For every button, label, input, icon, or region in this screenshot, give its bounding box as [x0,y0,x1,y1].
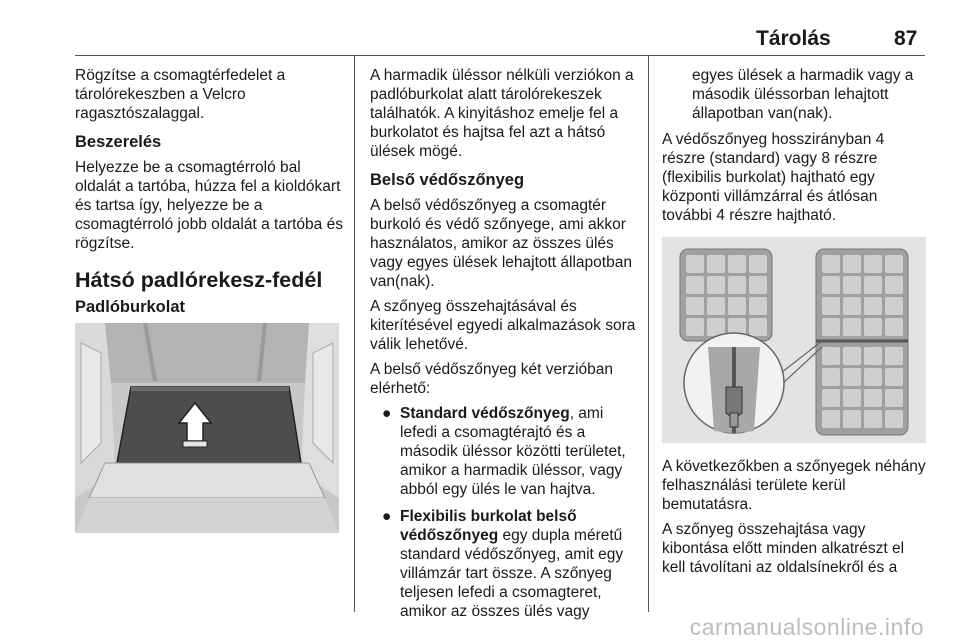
header-rule [75,55,925,56]
bullet-term: Flexibilis burkolat belső védőszőnyeg [400,508,577,544]
paragraph: A harmadik üléssor nélküli verziókon a padlóburkolat alatt tárolórekeszek találhatók. A kinyitáshoz emelje fel a burkolatot és hajtsa fel azt a hátsó ülések mögé. [370,67,634,160]
list-item [370,404,636,499]
trunk-floor-cover-illustration [75,323,339,533]
section-title: Tárolás [756,27,831,50]
page-header [0,0,960,56]
watermark-text: carmanualsonline.info [689,614,924,640]
paragraph: A szőnyeg összehajtásával és kiterítésével egyedi alkalmazások sora válik lehetővé. [370,298,636,353]
bullet: ● [382,508,392,525]
watermark [0,612,960,642]
paragraph: A védőszőnyeg hosszirányban 4 részre (standard) vagy 8 részre (flexibilis burkolat) hajtható egy központi villámzárral és átlósan további 4 részre hajtható. [662,131,885,224]
heading-padloburkolat: Padlóburkolat [75,298,186,316]
column-2 [370,66,636,629]
bullet-text: egy dupla méretű standard védőszőnyeg, amit egy villámzár tart össze. A szőnyeg teljesen lefedi a csomagteret, amikor az összes ülés vagy [400,527,624,620]
paragraph: A következőkben a szőnyegek néhány felhasználási területe kerül bemutatásra. [662,458,926,513]
list-item [370,507,636,621]
paragraph: Rögzítse a csomagtérfedelet a tárolórekeszben a Velcro ragasztószalaggal. [75,67,286,122]
paragraph: A belső védőszőnyeg a csomagtér burkoló és védő szőnyege, ami akkor használatos, amikor az összes ülés vagy egyes ülések lehajtott állapotban van(nak). [370,197,632,290]
paragraph: Helyezze be a csomagtérroló bal oldalát a tartóba, húzza fel a kioldókart és tartsa így, helyezze be a csomagtérroló jobb oldalát a tartóba és rögzítse. [75,159,343,252]
column-1 [75,66,343,533]
paragraph: A belső védőszőnyeg két verzióban elérhető: [370,361,613,397]
paragraph: A szőnyeg összehajtása vagy kibontása előtt minden alkatrészt el kell távolítani az oldalsínekről és a [662,521,905,576]
heading-belso-vedoszonyeg: Belső védőszőnyeg [370,171,525,189]
bullet: ● [382,405,392,422]
paragraph-continued: egyes ülések a harmadik vagy a második üléssorban lehajtott állapotban van(nak). [692,67,914,122]
column-divider-2 [648,56,649,612]
heading-hatso-padlorekesz: Hátsó padlórekesz-fedél [75,268,323,292]
column-divider-1 [354,56,355,612]
folding-mat-zipper-illustration [662,237,926,443]
bullet-term: Standard védőszőnyeg [400,405,570,422]
heading-beszereles: Beszerelés [75,133,162,151]
bullet-text: , ami lefedi a csomagtérajtó és a második üléssor közötti területet, amikor a harmadik üléssor, vagy abból egy ülés le van hajtva. [400,405,626,498]
page-number: 87 [894,27,918,50]
column-3 [662,66,926,583]
